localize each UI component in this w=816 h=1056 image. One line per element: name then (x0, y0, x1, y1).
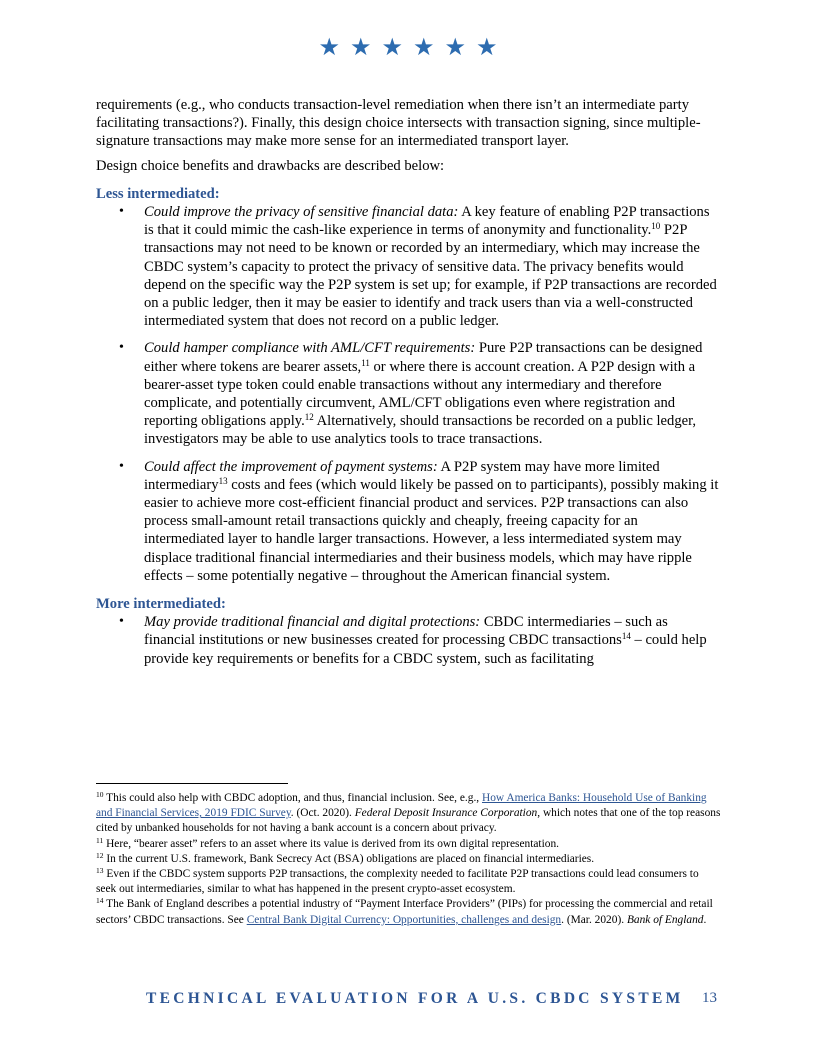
bullet-text: Pure P2P transactions can be designed either where tokens are bearer assets, (144, 340, 703, 375)
footnote-text: This could also help with CBDC adoption, and thus, financial inclusion. See, e.g., (103, 792, 482, 804)
star-icon: ★ (476, 35, 498, 61)
footnote-number: 12 (96, 850, 104, 860)
lead-paragraph: Design choice benefits and drawbacks are described below: (96, 157, 445, 174)
star-icon: ★ (318, 35, 340, 61)
bullet-title: Could improve the privacy of sensitive financial data: (144, 204, 459, 221)
bullet-text: CBDC intermediaries – such as financial institutions or new businesses created for processing CBDC transactions (144, 614, 668, 649)
bullet-icon: • (119, 614, 124, 630)
bullet-icon: • (119, 204, 124, 220)
bullet-text: Alternatively, should transactions be recorded on a public ledger, investigators may be able to use analytics tools to trace transactions. (144, 413, 697, 448)
page-number: 13 (702, 990, 717, 1006)
bullet-text: A key feature of enabling P2P transactions is that it could mimic the cash-like experience in terms of anonymity and functionality. (144, 204, 710, 239)
bullet-text: P2P transactions may not need to be known or recorded by an intermediary, which may increase the CBDC system’s capacity to protect the privacy of sensitive data. The privacy benefits would depend on the specific way the P2P system is set up; for example, if P2P transactions are recorded on a public ledger, then it may be easier to identify and track users than via a well-constructed intermediated system that does not record on a public ledger. (144, 222, 717, 330)
footnote (96, 791, 721, 837)
bullet-title: Could hamper compliance with AML/CFT requirements: (144, 340, 476, 357)
footnote (96, 852, 721, 867)
bullet-title: May provide traditional financial and digital protections: (144, 614, 481, 631)
footnote-ref: 14 (621, 631, 631, 642)
footnote-ref: 11 (361, 357, 370, 368)
section-heading-more-intermediated: More intermediated: (96, 596, 226, 613)
bullet-item (119, 613, 721, 668)
bullet-text: costs and fees (which would likely be passed on to participants), possibly making it easier to achieve more cost-efficient financial product and services. P2P transactions can also process small-amount retail transactions quickly and cheaply, freeing capacity for an intermediated layer to handle larger transactions. However, a less intermediated system may displace traditional financial intermediaries and their business models, which may have ripple effects – some potentially negative – throughout the American financial system. (144, 476, 719, 584)
footnote-source: Federal Deposit Insurance Corporation (354, 807, 538, 820)
section-heading-less-intermediated: Less intermediated: (96, 185, 220, 202)
footnote-source: Bank of England (626, 913, 704, 926)
bullet-title: Could affect the improvement of payment systems: (144, 458, 438, 475)
footnote-number: 11 (96, 835, 104, 845)
bullet-text: A P2P system may have more limited intermediary (144, 458, 660, 493)
footnote (96, 867, 721, 897)
bullet-icon: • (119, 340, 124, 356)
intro-paragraph: requirements (e.g., who conducts transaction-level remediation when there isn’t an intermediate party facilitating transactions?). Finally, this design choice intersects with transaction signing, since multiple-signature transactions may make more sense for an intermediated transport layer. (96, 97, 701, 150)
footnote-text: . (703, 913, 707, 926)
footnote-divider (96, 783, 288, 784)
footnote-number: 13 (96, 866, 104, 876)
bullet-text: – could help provide key requirements or benefits for a CBDC system, such as facilitating (144, 632, 707, 667)
footnotes (96, 791, 721, 928)
footnote (96, 837, 721, 852)
bullet-item (119, 458, 721, 585)
main-content (96, 96, 721, 677)
footer-title: TECHNICAL EVALUATION FOR A U.S. CBDC SYSTEM (146, 990, 684, 1007)
footnote-text: In the current U.S. framework, Bank Secrecy Act (BSA) obligations are placed on financial intermediaries. (103, 852, 595, 865)
footnote-text: Here, “bearer asset” refers to an asset where its value is derived from its own digital representation. (103, 837, 559, 850)
footnote-number: 10 (96, 790, 104, 799)
footnote-text: . (Mar. 2020). (561, 913, 627, 926)
footnote-link[interactable]: Central Bank Digital Currency: Opportunities, challenges and design (246, 913, 562, 926)
footnote-number: 14 (96, 896, 104, 906)
star-icon: ★ (444, 35, 467, 61)
bullet-icon: • (119, 458, 124, 474)
footnote (96, 897, 721, 927)
footnote-ref: 13 (218, 475, 228, 486)
header-stars (0, 36, 816, 60)
bullet-item (119, 203, 721, 330)
bullet-list-more-intermediated (96, 613, 721, 668)
bullet-text: or where there is account creation. A P2P design with a bearer-asset type token could enable transactions without any intermediary and therefore complicate, and potentially circumvent, AML/CFT obligations even where registration and reporting obligations apply. (144, 358, 696, 430)
footnote-ref: 10 (651, 221, 661, 232)
star-icon: ★ (413, 35, 435, 61)
bullet-item (119, 339, 721, 448)
footnote-link[interactable]: How America Banks: Household Use of Banking and Financial Services, 2019 FDIC Survey (96, 792, 707, 820)
bullet-list-less-intermediated (96, 203, 721, 585)
star-icon: ★ (381, 35, 403, 61)
star-icon: ★ (349, 35, 372, 61)
footnote-text: . (Oct. 2020). (290, 807, 355, 820)
footnote-text: The Bank of England describes a potential industry of “Payment Interface Providers” (PIPs) for processing the commercial and retail sectors’ CBDC transactions. See (96, 898, 713, 926)
footnote-text: , which notes that one of the top reasons cited by unbanked households for not having a bank account is a concern about privacy. (96, 807, 721, 835)
footnote-ref: 12 (304, 412, 314, 423)
footnote-text: Even if the CBDC system supports P2P transactions, the complexity needed to facilitate P2P transactions could lead consumers to seek out intermediaries, similar to what has happened in the present crypto-asset ecosystem. (96, 868, 699, 896)
